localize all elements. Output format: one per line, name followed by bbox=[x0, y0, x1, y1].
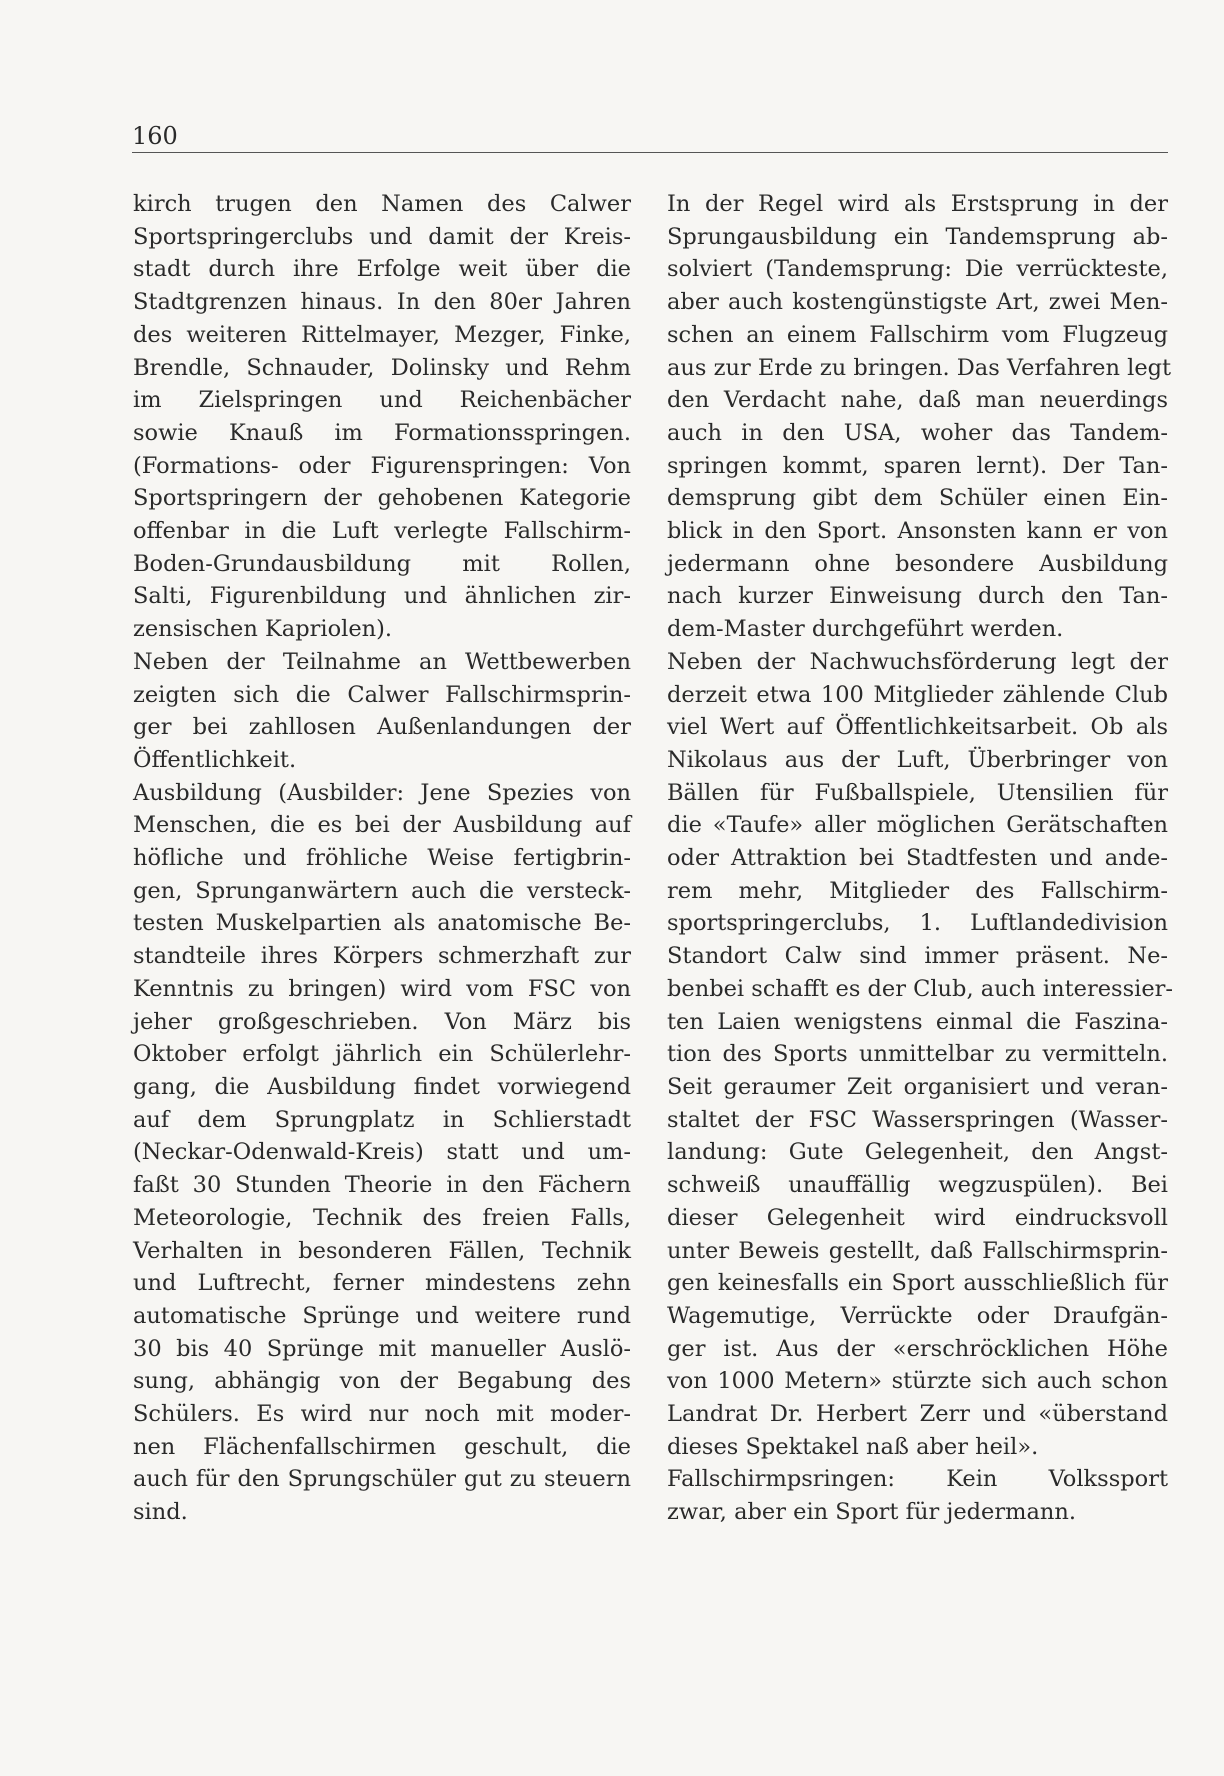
text-line: ten Laien wenigstens einmal die Faszina- bbox=[667, 1008, 1168, 1035]
text-line: nen Flächenfallschirmen geschult, die bbox=[133, 1433, 631, 1460]
text-line: schweiß unauffällig wegzuspülen). Bei bbox=[667, 1172, 1168, 1199]
text-line: auf dem Sprungplatz in Schlierstadt bbox=[133, 1106, 631, 1133]
left-column bbox=[133, 188, 631, 1529]
text-line: automatische Sprünge und weitere rund bbox=[133, 1302, 631, 1329]
text-line: jedermann ohne besondere Ausbildung bbox=[667, 550, 1168, 577]
text-line: (Formations- oder Figurenspringen: Von bbox=[133, 452, 631, 479]
text-line: auch für den Sprungschüler gut zu steuern bbox=[133, 1466, 631, 1493]
text-line: standteile ihres Körpers schmerzhaft zur bbox=[133, 943, 631, 970]
text-line: die «Taufe» aller möglichen Gerätschaften bbox=[667, 812, 1168, 839]
text-line: Seit geraumer Zeit organisiert und veran- bbox=[667, 1073, 1168, 1100]
text-line: Menschen, die es bei der Ausbildung auf bbox=[133, 812, 631, 839]
text-line: Ausbildung (Ausbilder: Jene Spezies von bbox=[133, 779, 631, 806]
text-line: Kenntnis zu bringen) wird vom FSC von bbox=[133, 975, 631, 1002]
text-line: gang, die Ausbildung findet vorwiegend bbox=[133, 1073, 631, 1100]
text-line: Brendle, Schnauder, Dolinsky und Rehm bbox=[133, 354, 631, 381]
text-line: zensischen Kapriolen). bbox=[133, 616, 393, 643]
text-line: sowie Knauß im Formationsspringen. bbox=[133, 419, 631, 446]
text-line: landung: Gute Gelegenheit, den Angst- bbox=[667, 1139, 1168, 1166]
text-line: demsprung gibt dem Schüler einen Ein- bbox=[667, 485, 1168, 512]
text-line: stadt durch ihre Erfolge weit über die bbox=[133, 256, 631, 283]
paragraph bbox=[133, 646, 631, 777]
paragraph bbox=[667, 1463, 1168, 1528]
text-line: Meteorologie, Technik des freien Falls, bbox=[133, 1204, 631, 1231]
text-line: aus zur Erde zu bringen. Das Verfahren legt bbox=[667, 354, 1172, 381]
text-line: Sprungausbildung ein Tandemsprung ab- bbox=[667, 223, 1168, 250]
text-line: aber auch kostengünstigste Art, zwei Men- bbox=[667, 289, 1168, 316]
text-line: Sportspringern der gehobenen Kategorie bbox=[133, 485, 631, 512]
text-line: ger bei zahllosen Außenlandungen der bbox=[133, 714, 631, 741]
text-line: schen an einem Fallschirm vom Flugzeug bbox=[667, 321, 1168, 348]
text-line: zwar, aber ein Sport für jedermann. bbox=[667, 1499, 1076, 1526]
text-line: den Verdacht nahe, daß man neuerdings bbox=[667, 387, 1168, 414]
text-line: höfliche und fröhliche Weise fertigbrin- bbox=[133, 845, 631, 872]
text-line: sind. bbox=[133, 1499, 188, 1526]
text-line: Fallschirmpsringen: Kein Volkssport bbox=[667, 1466, 1168, 1493]
text-line: unter Beweis gestellt, daß Fallschirmsprin- bbox=[667, 1237, 1168, 1264]
text-line: Salti, Figurenbildung und ähnlichen zir- bbox=[133, 583, 631, 610]
text-line: 30 bis 40 Sprünge mit manueller Auslö- bbox=[133, 1335, 631, 1362]
text-line: jeher großgeschrieben. Von März bis bbox=[133, 1008, 631, 1035]
text-line: Landrat Dr. Herbert Zerr und «überstand bbox=[667, 1401, 1168, 1428]
text-line: faßt 30 Stunden Theorie in den Fächern bbox=[133, 1172, 631, 1199]
text-line: sung, abhängig von der Begabung des bbox=[133, 1368, 631, 1395]
text-line: auch in den USA, woher das Tandem- bbox=[667, 419, 1168, 446]
text-line: ger ist. Aus der «erschröcklichen Höhe bbox=[667, 1335, 1168, 1362]
text-line: zeigten sich die Calwer Fallschirmsprin- bbox=[133, 681, 631, 708]
text-line: In der Regel wird als Erstsprung in der bbox=[667, 191, 1168, 217]
text-line: benbei schafft es der Club, auch interessier- bbox=[667, 975, 1173, 1002]
text-line: von 1000 Metern» stürzte sich auch schon bbox=[667, 1368, 1168, 1395]
text-line: (Neckar-Odenwald-Kreis) statt und um- bbox=[133, 1139, 631, 1166]
text-line: Öffentlichkeit. bbox=[133, 746, 297, 773]
text-line: rem mehr, Mitglieder des Fallschirm- bbox=[667, 877, 1168, 904]
page-number: 160 bbox=[132, 122, 178, 150]
text-line: viel Wert auf Öffentlichkeitsarbeit. Ob als bbox=[667, 714, 1168, 741]
text-line: testen Muskelpartien als anatomische Be- bbox=[133, 910, 631, 937]
text-line: derzeit etwa 100 Mitglieder zählende Club bbox=[667, 681, 1168, 708]
text-line: Verhalten in besonderen Fällen, Technik bbox=[133, 1237, 631, 1264]
text-line: blick in den Sport. Ansonsten kann er von bbox=[667, 518, 1168, 545]
text-line: im Zielspringen und Reichenbächer bbox=[133, 387, 631, 414]
text-line: offenbar in die Luft verlegte Fallschirm- bbox=[133, 518, 631, 545]
text-line: Sportspringerclubs und damit der Kreis- bbox=[133, 223, 631, 250]
right-column bbox=[667, 188, 1173, 1529]
text-line: Bällen für Fußballspiele, Utensilien für bbox=[667, 779, 1168, 806]
paragraph bbox=[667, 188, 1172, 646]
text-line: Stadtgrenzen hinaus. In den 80er Jahren bbox=[133, 289, 631, 316]
text-line: Boden-Grundausbildung mit Rollen, bbox=[133, 550, 631, 577]
text-line: Neben der Teilnahme an Wettbewerben bbox=[133, 648, 631, 675]
text-line: springen kommt, sparen lernt). Der Tan- bbox=[667, 452, 1168, 479]
text-line: sportspringerclubs, 1. Luftlandedivision bbox=[667, 910, 1168, 937]
text-line: tion des Sports unmittelbar zu vermitteln. bbox=[667, 1041, 1168, 1068]
text-line: nach kurzer Einweisung durch den Tan- bbox=[667, 583, 1168, 610]
text-line: staltet der FSC Wasserspringen (Wasser- bbox=[667, 1106, 1168, 1133]
paragraph bbox=[667, 646, 1173, 1464]
text-line: Schülers. Es wird nur noch mit moder- bbox=[133, 1401, 631, 1428]
header-rule bbox=[132, 152, 1168, 153]
text-line: dieser Gelegenheit wird eindrucksvoll bbox=[667, 1204, 1168, 1231]
paragraph bbox=[133, 188, 631, 646]
text-line: gen, Sprunganwärtern auch die versteck- bbox=[133, 877, 631, 904]
text-line: gen keinesfalls ein Sport ausschließlich für bbox=[667, 1270, 1168, 1297]
paragraph bbox=[133, 777, 631, 1529]
text-line: dieses Spektakel naß aber heil». bbox=[667, 1433, 1039, 1460]
text-line: und Luftrecht, ferner mindestens zehn bbox=[133, 1270, 631, 1297]
text-line: dem-Master durchgeführt werden. bbox=[667, 616, 1064, 643]
text-line: Neben der Nachwuchsförderung legt der bbox=[667, 648, 1168, 675]
text-line: Nikolaus aus der Luft, Überbringer von bbox=[667, 746, 1168, 773]
text-line: des weiteren Rittelmayer, Mezger, Finke, bbox=[133, 321, 631, 348]
text-line: Wagemutige, Verrückte oder Draufgän- bbox=[667, 1302, 1168, 1329]
text-line: oder Attraktion bei Stadtfesten und ande- bbox=[667, 845, 1168, 872]
text-line: kirch trugen den Namen des Calwer bbox=[133, 191, 631, 217]
text-line: solviert (Tandemsprung: Die verrückteste, bbox=[667, 256, 1168, 283]
text-line: Oktober erfolgt jährlich ein Schülerlehr- bbox=[133, 1041, 631, 1068]
text-line: Standort Calw sind immer präsent. Ne- bbox=[667, 943, 1168, 970]
